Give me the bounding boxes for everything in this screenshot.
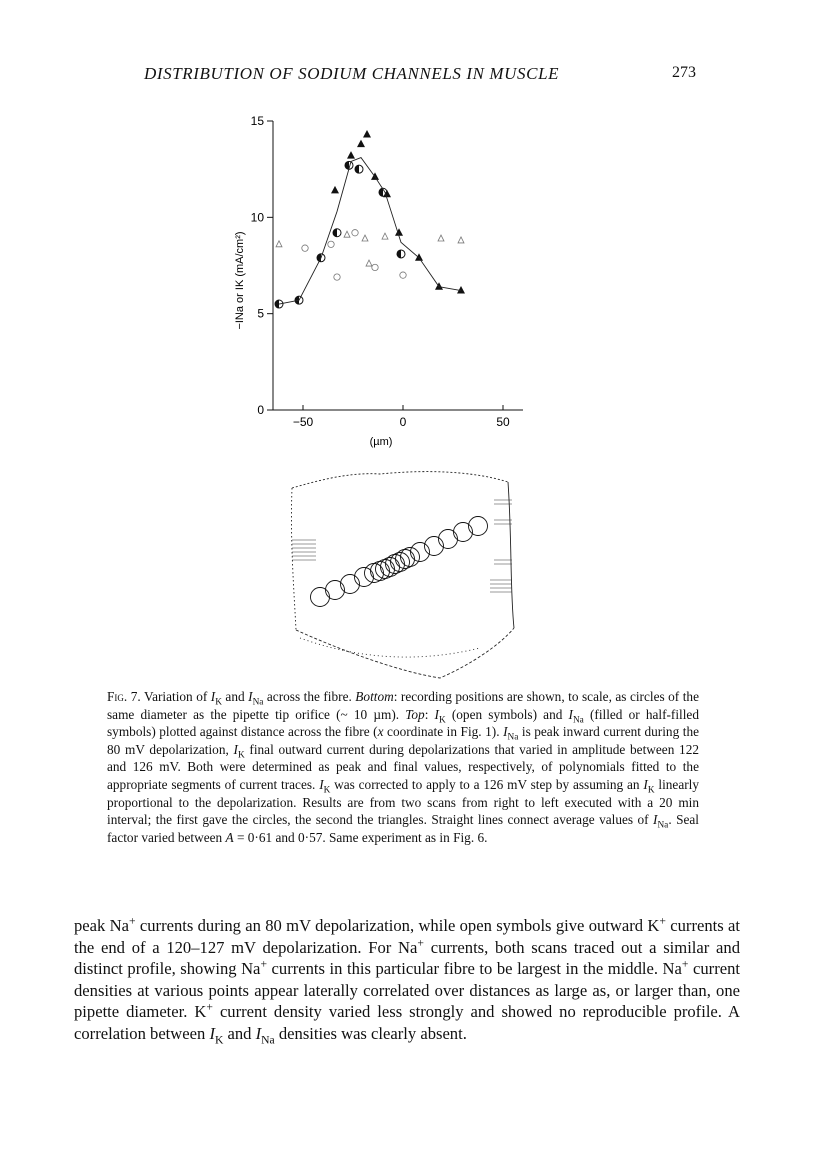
recording-position-circle bbox=[341, 575, 360, 594]
y-tick-label: 15 bbox=[250, 114, 264, 128]
data-point-half-circle bbox=[397, 250, 405, 258]
chart-axes bbox=[234, 114, 523, 448]
recording-position-circle bbox=[326, 581, 345, 600]
data-point-open-triangle bbox=[344, 231, 350, 237]
data-point-filled-triangle bbox=[363, 130, 371, 138]
fibre-recording-positions-figure bbox=[280, 460, 530, 680]
recording-position-circle bbox=[386, 555, 405, 574]
data-point-half-circle bbox=[333, 229, 341, 237]
fibre-hatching bbox=[292, 500, 512, 592]
data-point-open-circle bbox=[328, 241, 334, 247]
x-axis-label: (µm) bbox=[369, 436, 393, 448]
x-tick-label: 50 bbox=[496, 415, 510, 429]
data-point-open-triangle bbox=[362, 235, 368, 241]
data-point-filled-triangle bbox=[395, 228, 403, 236]
data-point-half-circle bbox=[355, 165, 363, 173]
caption-label: Fig. 7. bbox=[107, 689, 141, 704]
data-point-open-triangle bbox=[366, 260, 372, 266]
y-tick-label: 5 bbox=[257, 306, 264, 321]
ina-average-line bbox=[279, 158, 461, 304]
data-point-filled-triangle bbox=[415, 253, 423, 261]
fibre-outline bbox=[291, 472, 514, 678]
recording-position-circle bbox=[371, 562, 390, 581]
recording-position-circles bbox=[311, 517, 488, 607]
chart-marks bbox=[275, 130, 465, 308]
recording-position-circle bbox=[454, 523, 473, 542]
data-point-filled-triangle bbox=[357, 140, 365, 148]
recording-position-circle bbox=[439, 530, 458, 549]
x-tick-label: −50 bbox=[292, 415, 314, 429]
recording-position-circle bbox=[376, 560, 395, 579]
running-title: DISTRIBUTION OF SODIUM CHANNELS IN MUSCLE bbox=[144, 64, 560, 83]
data-point-open-triangle bbox=[438, 235, 444, 241]
data-point-open-triangle bbox=[276, 241, 282, 247]
x-tick-label: 0 bbox=[399, 415, 407, 429]
recording-position-circle bbox=[311, 588, 330, 607]
data-point-open-triangle bbox=[458, 237, 464, 243]
body-paragraph: peak Na+ currents during an 80 mV depolarization, while open symbols give outward K+ currents at the end of a 120–127 mV depolarization. For Na+ currents, both scans traced out a similar and distinct profile, showing Na+ currents in this particular fibre to be largest in the middle. Na+ current densities at various points appear laterally correlated over distances as large as, or larger than, one pipette diameter. K+ current density varied less strongly and showed no reproducible profile. A correlation between $I_K$ and $I_{Na}$ densities was clearly absent. bbox=[74, 914, 741, 1047]
data-point-open-circle bbox=[400, 272, 406, 278]
data-point-open-circle bbox=[372, 264, 378, 270]
figure-caption: Fig. 7. Variation of $I_K$ and $I_{Na}$ across the fibre. Bottom: recording positions are shown, to scale, as circles of the same diameter as the pipette tip orifice (~ 10 µm). Top: $I_K$ (open symbols) and $I_{Na}$ (filled or half-filled symbols) plotted against distance across the fibre (x coordinate in Fig. 1). $I_{Na}$ is peak inward current during the 80 mV depolarization, $I_K$ final outward current during depolarizations that varied in amplitude between 122 and 126 mV. Both were determined as peak and final values, respectively, of polynomials fitted to the appropriate segments of current traces. $I_K$ was corrected to apply to a 126 mV step by assuming an $I_K$ linearly proportional to the depolarization. Results are from two scans from right to left executed with a 20 min interval; the first gave the circles, the second the triangles. Straight lines connect average values of $I_{Na}$. Seal factor varied between A = 0·61 and 0·57. Same experiment as in Fig. 6. bbox=[107, 689, 699, 845]
data-point-filled-triangle bbox=[347, 151, 355, 159]
data-point-filled-triangle bbox=[331, 186, 339, 194]
y-tick-label: 0 bbox=[257, 403, 264, 417]
data-point-open-circle bbox=[334, 274, 340, 280]
page-header bbox=[0, 64, 816, 88]
recording-position-circle bbox=[469, 517, 488, 536]
y-tick-label: 10 bbox=[250, 210, 264, 225]
recording-position-circle bbox=[396, 550, 415, 569]
data-point-open-circle bbox=[302, 245, 308, 251]
data-point-open-circle bbox=[352, 230, 358, 236]
page-number: 273 bbox=[672, 64, 696, 81]
current-density-chart bbox=[228, 108, 558, 453]
data-point-open-triangle bbox=[382, 233, 388, 239]
y-axis-label: −INa or IK (mA/cm²) bbox=[234, 231, 246, 330]
recording-position-circle bbox=[401, 548, 420, 567]
